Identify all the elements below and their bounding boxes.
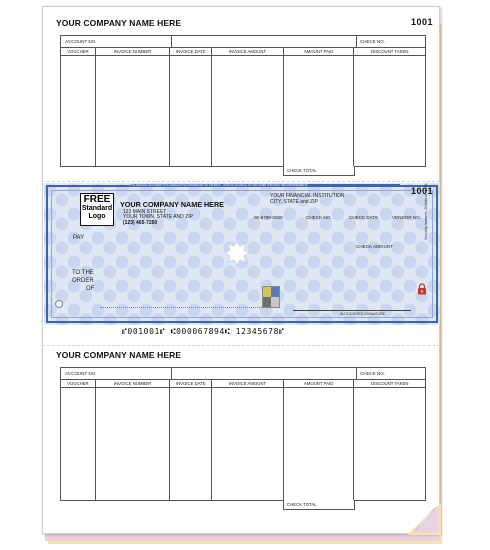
vendor-no-field-label: VENDOR NO. (392, 215, 422, 220)
stub-header-row (61, 368, 425, 380)
stub-cell (96, 388, 171, 500)
padlock-icon (417, 283, 427, 295)
check-address-line1: 123 MAIN STREET (123, 209, 167, 215)
hologram-icon (262, 286, 280, 308)
pay-label: PAY (73, 235, 85, 241)
col-amount-paid: AMOUNT PAID (284, 380, 355, 387)
check-no-label: CHECK NO. (360, 371, 386, 376)
financial-institution: YOUR FINANCIAL INSTITUTION (270, 193, 345, 199)
check-number: 1001 (411, 186, 434, 196)
order-label: ORDER (72, 278, 94, 284)
seal-icon (224, 240, 250, 266)
security-ticker: THE ORIGINAL DOCUMENT HAS A REFLECTIVE WATERMARK ON THE BACK · HOLD AT AN ANGLE TO VIEW WHEN CHECKING THE ENDORSEMENTS (130, 184, 400, 187)
col-invoice-number: INVOICE NUMBER (96, 380, 171, 387)
stub-cell (212, 56, 284, 166)
col-discount-taken: DISCOUNT TAKEN (370, 381, 409, 386)
account-no-label: ACCOUNT NO. (65, 371, 97, 376)
col-voucher: VOUCHER (61, 48, 96, 55)
stub-cell (212, 388, 284, 500)
bottom-stub-table (60, 367, 426, 501)
check-no-field-label: CHECK NO. (306, 215, 332, 220)
stub-header-row (61, 36, 425, 48)
col-invoice-amount: INVOICE AMOUNT (212, 48, 284, 55)
stub-cell (170, 56, 212, 166)
stub-body (61, 56, 425, 166)
financial-institution-city: CITY, STATE and ZIP (270, 199, 318, 205)
col-voucher: VOUCHER (61, 380, 96, 387)
stub-cell (284, 56, 355, 166)
stub-cell (61, 56, 96, 166)
stub-cell (354, 388, 425, 500)
header-divider (171, 368, 172, 379)
top-stub-table (60, 35, 426, 167)
to-the-label: TO THE (72, 270, 94, 276)
logo-line-free: FREE (83, 194, 111, 205)
top-check-total: CHECK TOTAL (283, 166, 355, 176)
bottom-stub-company-name: YOUR COMPANY NAME HERE (56, 350, 182, 360)
check-address-line2: YOUR TOWN, STATE AND ZIP (123, 214, 193, 220)
col-invoice-date: INVOICE DATE (170, 48, 212, 55)
check-date-field-label: CHECK DATE (349, 215, 379, 220)
col-invoice-amount: INVOICE AMOUNT (212, 380, 284, 387)
bottom-check-total: CHECK TOTAL (283, 500, 355, 510)
col-invoice-number: INVOICE NUMBER (96, 48, 171, 55)
header-divider (356, 36, 357, 47)
top-stub-check-number: 1001 (411, 17, 434, 27)
free-logo-box (80, 193, 114, 226)
check-company-name: YOUR COMPANY NAME HERE (120, 200, 224, 209)
check-no-label: CHECK NO. (360, 39, 386, 44)
micr-line: ⑈001001⑈ ⑆000067894⑆ 12345678⑈ (122, 327, 285, 336)
logo-line-standard: Standard (81, 205, 113, 212)
punch-hole (55, 300, 63, 308)
stub-cell (354, 56, 425, 166)
of-label: OF (86, 286, 95, 292)
header-divider (171, 36, 172, 47)
stub-body (61, 388, 425, 500)
stub-cell (284, 388, 355, 500)
stub-cell (96, 56, 171, 166)
check-phone: (123) 465-7250 (123, 220, 158, 226)
dotted-line (100, 307, 280, 308)
col-invoice-date: INVOICE DATE (170, 380, 212, 387)
header-divider (356, 368, 357, 379)
col-discount-taken: DISCOUNT TAKEN (370, 49, 409, 54)
check-amount-label: CHECK AMOUNT (356, 244, 394, 249)
perforation-line (42, 181, 440, 182)
stub-cell (170, 388, 212, 500)
col-amount-paid: AMOUNT PAID (284, 48, 355, 55)
security-features-text: Security features. Details on back. (424, 182, 428, 240)
signature-line (293, 310, 411, 311)
page-curl-icon (395, 503, 441, 535)
top-stub-company-name: YOUR COMPANY NAME HERE (56, 18, 182, 28)
stub-column-headers (61, 380, 425, 388)
logo-line-logo: Logo (88, 213, 106, 220)
signature-label: AUTHORIZED SIGNATURE (340, 312, 386, 316)
perforation-line (42, 345, 440, 346)
routing-code: 00-6789-0000 (254, 215, 283, 220)
stub-column-headers (61, 48, 425, 56)
account-no-label: ACCOUNT NO. (65, 39, 97, 44)
stub-cell (61, 388, 96, 500)
